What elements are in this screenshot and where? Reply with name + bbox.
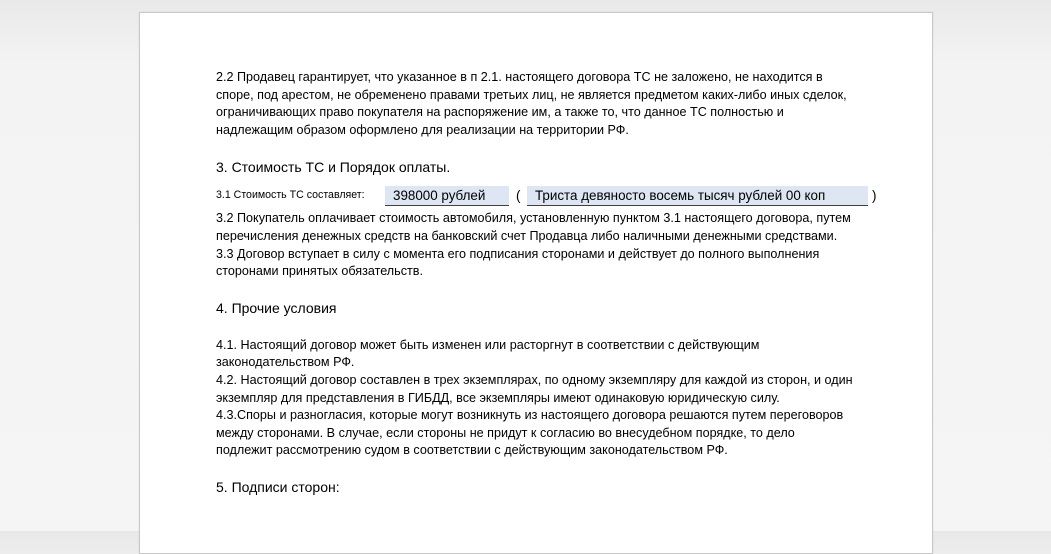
- clause-2-2-line: надлежащим образом оформлено для реализации на территории РФ.: [216, 122, 629, 137]
- clause-4-3-line: между сторонами. В случае, если стороны не придут к согласию во внесудебном порядке, то дело: [216, 425, 795, 440]
- clause-4-2-line: экземпляр для представления в ГИБДД, все экземпляры имеют одинаковую юридическую силу.: [216, 390, 780, 405]
- clause-4-1-line: законодательством РФ.: [216, 355, 355, 370]
- clause-4-1-line: 4.1. Настоящий договор может быть изменен или расторгнут в соответствии с действующим: [216, 337, 760, 352]
- section-3-heading: 3. Стоимость ТС и Порядок оплаты.: [216, 159, 451, 176]
- clause-2-2-line: споре, под арестом, не обременено правами третьих лиц, не является предметом каких-либо иных сделок,: [216, 87, 847, 102]
- clause-2-2-line: ограничивающих право покупателя на распоряжение им, а также то, что данное ТС полностью и: [216, 105, 784, 120]
- clause-3-1-row: [216, 186, 906, 210]
- document-content: [216, 69, 906, 496]
- clause-2-2-line: 2.2 Продавец гарантирует, что указанное в п 2.1. настоящего договора ТС не заложено, не находится в: [216, 70, 823, 84]
- document-page: [139, 12, 933, 554]
- clause-4-3-line: 4.3.Споры и разногласия, которые могут возникнуть из настоящего договора решаются путем переговоров: [216, 408, 844, 423]
- section-4-heading: 4. Прочие условия: [216, 299, 337, 316]
- clause-3-2-line: перечисления денежных средств на банковский счет Продавца либо наличными денежными средствами.: [216, 228, 838, 243]
- clause-3-3-line: сторонами принятых обязательств.: [216, 264, 423, 279]
- paren-close: ): [872, 188, 877, 204]
- clause-4-3-line: подлежит рассмотрению судом в соответствии с действующим законодательством РФ.: [216, 443, 728, 458]
- paren-open: (: [516, 188, 521, 204]
- clause-4-2-line: 4.2. Настоящий договор составлен в трех экземплярах, по одному экземпляру для каждой из сторон, и один: [216, 372, 853, 387]
- price-digits-field[interactable]: 398000 рублей: [385, 186, 509, 206]
- clause-3-2-line: 3.2 Покупатель оплачивает стоимость автомобиля, установленную пунктом 3.1 настоящего договора, путем: [216, 211, 851, 226]
- section-5-heading: 5. Подписи сторон:: [216, 478, 340, 495]
- price-words-field[interactable]: Триста девяносто восемь тысяч рублей 00 коп: [527, 186, 868, 206]
- clause-3-1-label: 3.1 Стоимость ТС составляет:: [216, 189, 365, 202]
- clause-3-3-line: 3.3 Договор вступает в силу с момента его подписания сторонами и действует до полного выполнения: [216, 246, 820, 261]
